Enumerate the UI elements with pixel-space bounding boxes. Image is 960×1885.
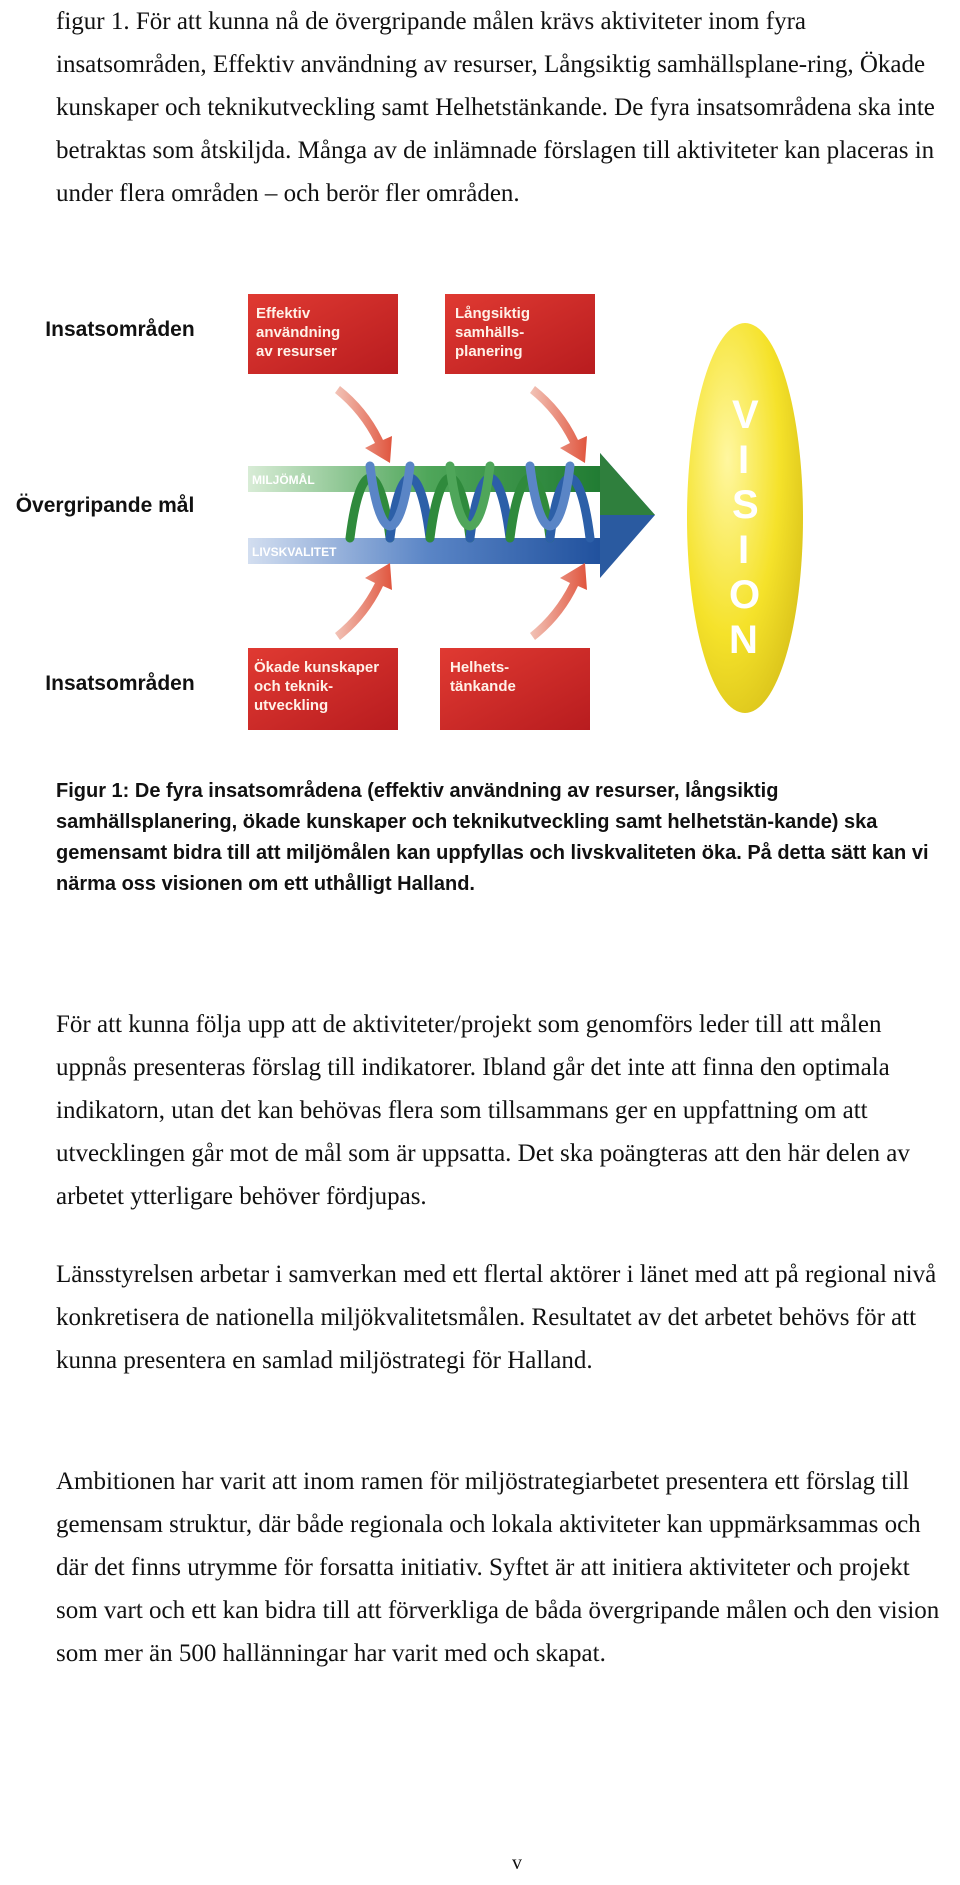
svg-text:Helhets- xyxy=(450,659,509,676)
vision-letter: V xyxy=(732,393,759,437)
figure-caption: Figur 1: De fyra insatsområdena (effektiv användning av resurser, långsiktig samhällsplanering, ökade kunskaper och teknikutveckling samt helhetstän-kande) ska gemensamt bidra till att miljömålen kan uppfyllas och livskvaliteten öka. På detta sätt kan vi närma oss visionen om ett uthålligt Halland. xyxy=(56,780,929,895)
label-overgripande-mal: Övergripande mål xyxy=(15,494,195,517)
box-line: användning xyxy=(256,324,341,341)
vision-letter: S xyxy=(732,483,759,527)
svg-text:tänkande xyxy=(450,678,516,695)
curved-arrow-icon xyxy=(530,563,587,640)
svg-text:och teknik- xyxy=(254,678,333,695)
vision-ellipse xyxy=(687,323,803,713)
box-line: tänkande xyxy=(450,678,516,695)
miljomal-arrow xyxy=(248,466,608,492)
intro-paragraph: figur 1. För att kunna nå de övergripande målen krävs aktiviteter inom fyra insatsområden, Effektiv användning av resurser, Långsiktig samhällsplane-ring, Ökade kunskaper och teknikutveckling samt Helhetstänkande. De fyra insatsområdena ska inte betraktas som åtskiljda. Många av de inlämnade förslagen till aktiviteter kan placeras in under flera områden – och berör fler områden. xyxy=(56,8,935,207)
arrow-label: LIVSKVALITET xyxy=(252,545,337,559)
label-insatsomraden-top: Insatsområden xyxy=(45,318,195,341)
box-line: och teknik- xyxy=(254,678,334,695)
box-line: utveckling xyxy=(254,697,329,714)
curved-arrow-icon xyxy=(335,386,392,463)
vision-letter: I xyxy=(738,528,750,572)
vision-letter: N xyxy=(729,618,758,662)
ambition-paragraph: Ambitionen har varit att inom ramen för miljöstrategiarbetet presentera ett förslag till gemensam struktur, där både regionala och lokala aktiviteter kan uppmärksammas och där det finns utrymme för forsatta initiativ. Syftet är att initiera aktiviteter och projekt som vart och ett kan bidra till att förverkliga de båda övergripande målen och den vision som mer än 500 hallänningar har varit med och skapat. xyxy=(56,1468,940,1667)
svg-text:Långsiktig xyxy=(455,305,530,322)
box-langsiktig-samhallsplanering xyxy=(445,294,595,374)
svg-text:av resurser xyxy=(256,343,337,360)
box-okade-kunskaper xyxy=(248,648,398,730)
box-line: planering xyxy=(455,343,523,360)
box-line: samhälls- xyxy=(455,324,525,341)
box-line: Långsiktig xyxy=(455,305,531,322)
arrow-label: MILJÖMÅL xyxy=(252,473,315,487)
svg-text:samhälls- xyxy=(455,324,524,341)
box-line: Ökade kunskaper xyxy=(254,659,380,676)
svg-text:utveckling xyxy=(254,697,328,714)
vision-diagram xyxy=(240,288,840,738)
svg-text:Ökade kunskaper xyxy=(254,659,379,676)
svg-text:planering xyxy=(455,343,523,360)
page-number: v xyxy=(512,1852,522,1874)
label-insatsomraden-bottom: Insatsområden xyxy=(45,672,195,695)
indicators-paragraph: För att kunna följa upp att de aktiviteter/projekt som genomförs leder till att målen uppnås presenteras förslag till indikatorer. Ibland går det inte att finna den optimala indikatorn, utan det kan behövas flera som tillsammans ger en uppfattning om att utvecklingen går mot de mål som är uppsatta. Det ska poängteras att den här delen av arbetet ytterligare behöver fördjupas. xyxy=(56,1011,910,1210)
vision-letter: O xyxy=(729,573,761,617)
box-line: Helhets- xyxy=(450,659,510,676)
svg-text:Effektiv xyxy=(256,305,311,322)
curved-arrow-icon xyxy=(530,386,587,463)
box-effektiv-anvandning xyxy=(248,294,398,374)
svg-text:användning xyxy=(256,324,340,341)
box-helhetstankande xyxy=(440,648,590,730)
box-line: av resurser xyxy=(256,343,337,360)
curved-arrow-icon xyxy=(335,563,392,640)
vision-letter: I xyxy=(738,438,750,482)
box-line: Effektiv xyxy=(256,305,311,322)
lansstyrelsen-paragraph: Länsstyrelsen arbetar i samverkan med ett flertal aktörer i länet med att på regional nivå konkretisera de nationella miljökvalitetsmålen. Resultatet av det arbetet behövs för att kunna presentera en samlad miljöstrategi för Halland. xyxy=(56,1261,937,1374)
